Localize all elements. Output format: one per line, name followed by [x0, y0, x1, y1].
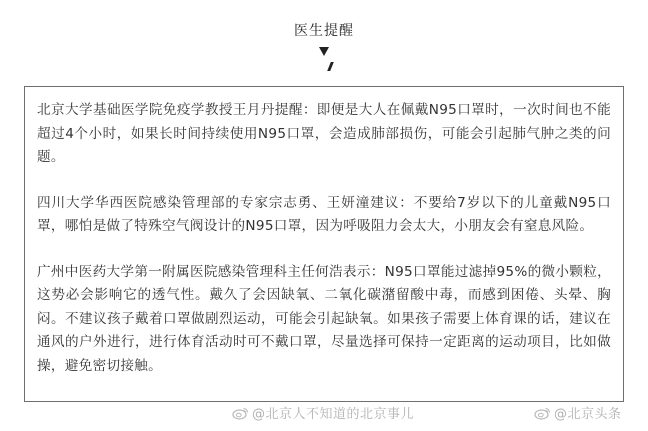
weibo-logo-icon — [534, 406, 551, 420]
advice-paragraph-2: 四川大学华西医院感染管理部的专家宗志勇、王妍潼建议：不要给7岁以下的儿童戴N95口罩，哪怕是做了特殊空气阀设计的N95口罩，因为呼吸阻力会太大，小朋友会有窒息风险。 — [37, 194, 611, 234]
watermark-right-text: @北京头条 — [554, 407, 622, 422]
tick-mark-icon — [327, 62, 334, 71]
triangle-down-icon — [319, 47, 329, 56]
advice-box — [24, 86, 624, 402]
watermark-left — [232, 403, 414, 422]
advice-paragraph-1: 北京大学基础医学院免疫学教授王月丹提醒：即便是大人在佩戴N95口罩时，一次时间也不能超过4个小时，如果长时间持续使用N95口罩，会造成肺部损伤，可能会引起肺气肿之类的问题。 — [37, 102, 611, 165]
watermark-right — [534, 403, 622, 422]
weibo-logo-icon — [232, 406, 249, 420]
section-title: 医生提醒 — [294, 23, 354, 39]
watermark-left-text: @北京人不知道的北京事儿 — [252, 407, 415, 422]
advice-paragraph-3: 广州中医药大学第一附属医院感染管理科主任何浩表示：N95口罩能过滤掉95%的微小颗粒，这势必会影响它的透气性。戴久了会因缺氧、二氧化碳潴留酸中毒，而感到困倦、头晕、胸闷。不建议孩子戴着口罩做剧烈运动，可能会引起缺氧。如果孩子需要上体育课的话，建议在通风的户外进行，进行体育活动时可不戴口罩，尽量选择可保持一定距离的运动项目，比如做操，避免密切接触。 — [37, 263, 611, 374]
